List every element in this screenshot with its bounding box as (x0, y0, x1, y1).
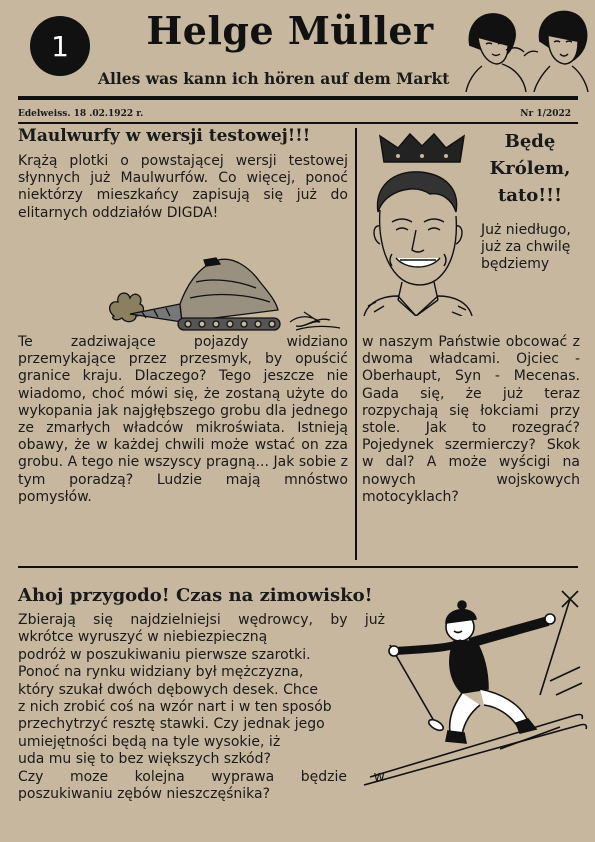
newspaper-title: Helge Müller (146, 8, 434, 53)
article2-paragraph1: Już niedługo, już za chwilę będziemy (481, 222, 571, 273)
article2-paragraph2: w naszym Państwie obcować z dwoma władcami. Ojciec - Oberhaupt, Syn - Mecenas. Gada się, że już teraz rozpychają się łokciami przy stole. Jak to rozegrać? Pojedynek szermierczy? Skok w dal? A może wyścigi na nowych wojskowych motocyklach? (362, 334, 580, 505)
issue-number-badge (30, 16, 90, 76)
article3-line: Ponoć na rynku widziany był mężczyzna, (18, 664, 304, 681)
article1-headline: Maulwurfy w wersji testowej!!! (18, 126, 311, 146)
article3-paragraph (18, 612, 385, 803)
article3-line: który szukał dwóch dębowych desek. Chce (18, 681, 319, 698)
digging-tank-illustration (100, 252, 345, 334)
article3-headline: Ahoj przygodo! Czas na zimowisko! (18, 585, 373, 606)
article3-line: podróż w poszukiwaniu pierwsze szarotki. (18, 646, 311, 663)
two-women-gossip-illustration (462, 6, 590, 92)
article3-line: poszukiwaniu zębów nieszczęśnika? (18, 786, 270, 803)
article3-line: umiejętności będą na tyle wysokie, iż (18, 733, 281, 750)
article3-line: z nich zrobić coś na wzór nart i w ten sposób (18, 699, 332, 716)
article1-paragraph1: Krążą plotki o powstającej wersji testowej słynnych już Maulwurfów. Co więcej, ponoć niektórzy mieszkańcy zapisują się już do elitarnych oddziałów DIGDA! (18, 153, 348, 221)
meta-rule (18, 122, 578, 124)
issue-number: 1 (51, 29, 69, 63)
section-rule (18, 566, 578, 568)
article3-line: wkrótce wyruszyć w niebiezpieczną (18, 629, 268, 646)
article2-headline: Będę Królem, tato!!! (489, 131, 571, 206)
smiling-man-portrait (358, 166, 476, 316)
issue-label: Nr 1/2022 (520, 109, 571, 119)
article3-line: Czy moze kolejna wyprawa będzie w (18, 768, 385, 785)
article3-line: przechytrzyć resztę stawki. Czy jednak jego (18, 716, 325, 733)
newspaper-subtitle: Alles was kann ich hören auf dem Markt (98, 69, 450, 88)
article1-paragraph2: Te zadziwające pojazdy widziano przemykające przez przesmyk, by opuścić granice kraju. Dlaczego? Tego jeszcze nie wiadomo, choć mówi się, że zostaną użyte do wykopania jak najgłębszego grobu dla jednego ze zmarłych władców mikroświata. Istnieją obawy, że w każdej chwili może wstać on zza grobu. A tego nie wszyscy pragną... Jak sobie z tym poradzą? Ludzie mają mnóstwo pomysłów. (18, 334, 348, 505)
article3-line: uda mu się to bez większych szkód? (18, 751, 271, 768)
masthead-rule (18, 96, 578, 100)
article3-line: Zbierają się najdzielniejsi wędrowcy, by już (18, 612, 385, 628)
skier-illustration (350, 585, 590, 795)
crown-icon (376, 130, 468, 166)
column-divider (355, 128, 357, 560)
dateline: Edelweiss. 18 .02.1922 r. (18, 109, 144, 119)
